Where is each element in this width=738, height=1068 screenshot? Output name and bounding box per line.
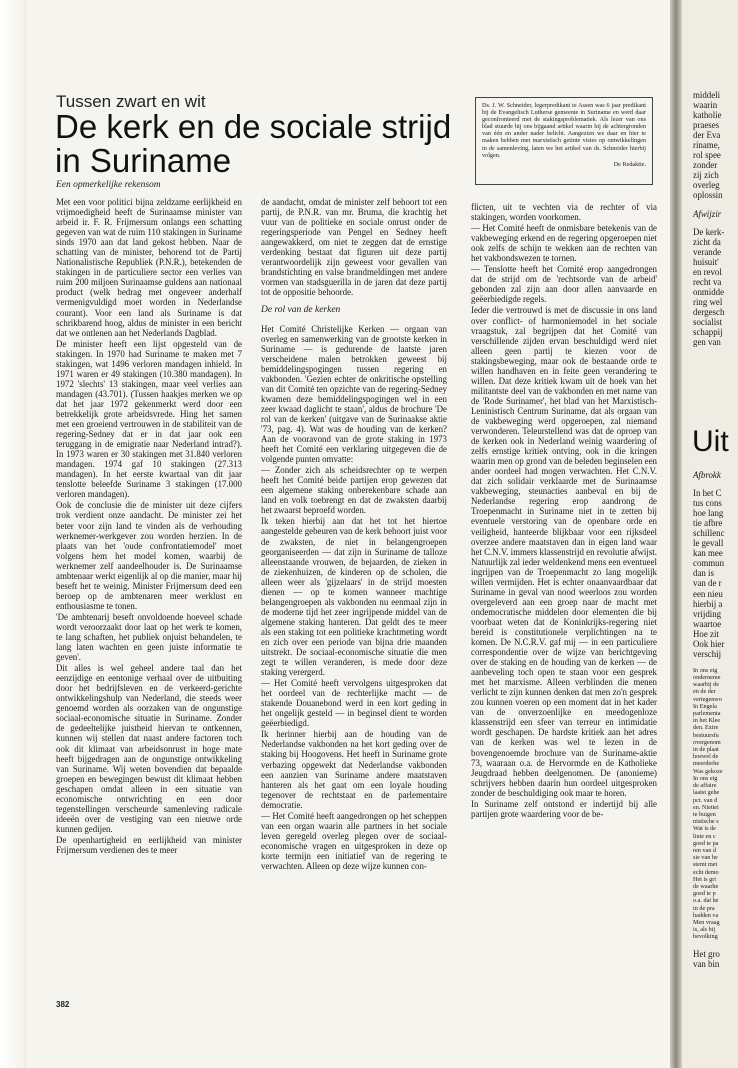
facing-line: in het Klee <box>693 717 721 725</box>
facing-line: zij zich <box>693 170 719 181</box>
paragraph: Dit alles is wel geheel andere taal dan het eenzijdige en eentonige verhaal over de uitbuiting door het bedrijfsleven en de verkeerd-gerichte ontwikkelingshulp van Nederland, die steeds weer genoemd worden als oorzaken van de ongunstige sociaal-economische situatie in Suriname. Zonder de gedeeltelijke juistheid hiervan te ontkennen, kunnen wij stellen dat naast andere factoren toch ook dit klimaat van arbeidsonrust in hoge mate heeft bijgedragen aan de ongunstige ontwikkeling van Suriname. Wij weten bovendien dat bepaalde groepen en bewegingen bewust dit klimaat hebben geschapen omdat alleen in een situatie van economische ontwrichting en een door tegenstellingen verscheurde samenleving radicale ideeën over de vestiging van een nieuwe orde kunnen gedijen. <box>56 663 242 834</box>
facing-line: goed te p <box>693 890 716 898</box>
facing-line: Hoe zit <box>693 628 719 639</box>
paragraph: — Het Comité heeft aangedrongen op het scheppen van een organ waarin alle partners in het sociale leven geregeld overleg plegen over de sociaal-economische vragen en uitgesproken in deze op korte termijn een initiatief van de regering te verwachten. Alleen op deze wijze kunnen con- <box>261 810 447 871</box>
facing-line: Was gekoze <box>693 767 723 775</box>
book-gutter <box>670 0 682 1068</box>
column-3 <box>471 202 657 1002</box>
facing-lines-mid <box>693 227 738 348</box>
facing-line: schillenc <box>693 528 725 539</box>
facing-big-word: Uit <box>692 425 729 458</box>
paragraph: Ik teken hierbij aan dat het tot het hiertoe aangestelde gebeuren van de kerk behoort juist voor de zwaksten, de niet in belangengroepen georganiseerden — dat zijn in Suriname de talloze alleenstaande vrouwen, de bejaarden, de zieken in de ziekenhuizen, de kinderen op de scholen, die alleen weer als 'gijzelaars' in de strijd moesten dienen — op te komen wanneer machtige belangengroepen als vakbonden nu eenmaal zijn in de moderne tijd het zeer ingrijpende middel van de algemene staking hanteren. Dat geldt des te meer als een staking tot een politieke krachtmeting wordt en zich over een periode van bijna drie maanden uitstrekt. De sociaal-economische situatie die men zegt te willen veranderen, is mede door deze staking verergerd. <box>261 516 447 678</box>
article-kicker: Tussen zwart en wit <box>56 92 206 111</box>
facing-line: In Engela <box>693 702 717 710</box>
facing-line: tie afbre <box>693 518 723 529</box>
facing-line: commun <box>693 558 725 569</box>
facing-line: kan mee <box>693 548 723 559</box>
page-number: 382 <box>56 1000 70 1009</box>
facing-line: socialist <box>693 316 723 327</box>
facing-line: den. Extre <box>693 724 719 732</box>
facing-line: parlementa <box>693 710 721 718</box>
facing-line: in de pra <box>693 904 715 912</box>
facing-line: verande <box>693 246 722 257</box>
facing-line: tus cons <box>693 498 722 509</box>
facing-line: In het C <box>693 488 722 499</box>
paragraph: — Zonder zich als scheidsrechter op te werpen heeft het Comité beide partijen erop gewezen dat een algemene staking onberekenbare schade aan land en volk toebrengt en dat de zwaksten daarbij het zwaarst beproefd worden. <box>261 465 447 516</box>
facing-line: laatst gehe <box>693 789 720 797</box>
paragraph: Ieder die vertrouwd is met de discussie in ons land over conflict- of harmoniemodel in het sociale vraagstuk, zal begrijpen dat het Comité van verschillende zijden ervan beschuldigd werd niet alleen geen partij te kiezen voor de stakingsbeweging, maar ook de bestaande orde te willen handhaven en in feite geen verandering te willen. Dat deze kritiek kwam uit de hoek van het militantste deel van de vakbonden en met name van de 'Rode Surinamer', het blad van het Marxistisch-Leninistisch Centrum Suriname, dat als orgaan van de vakbeweging werd opgeroepen, zal niemand verwonderen. Teleurstellend was dat de oproep van de kerken ook in Nederland weinig waardering of zelfs ernstige kritiek ontving, ook in die kringen waarin men op grond van de beleden beginselen een ander oordeel had mogen verwachten. Het C.N.V. dat zich solidair verklaarde met de Surinaamse vakbeweging, steunacties aanbeval en bij de Nederlandse regering erop aandrong de Troepenmacht in Suriname niet in te zetten bij eventuele verstoring van de openbare orde en veiligheid, hanteerde blijkbaar voor een rijksdeel overzee andere maatstaven dan in eigen land waar het C.N.V. immers klassenstrijd en revolutie afwijst. Natuurlijk zal ieder weldenkend mens een eventueel ingrijpen van de Troepenmacht zo lang mogelijk willen vermijden. Het is echter onaanvaardbaar dat Suriname in geval van nood weerloos zou worden overgeleverd aan een groep naar de macht met ondemocratische middelen door elementen die bij voorbaat weten dat de Koninkrijks-regering niet bereid is constitutionele verplichtingen na te komen. De N.C.R.V. gaf mij — in een particuliere correspondentie over de wijze van berichtgeving over de staking en de houding van de kerken — de aanbeveling toch open te staan voor een gesprek met het marxisme. Alleen verblinden die menen verlicht te zijn kunnen denken dat men zo'n gesprek zou kunnen voeren op een moment dat in het kader van de onverzoenlijke en meedogenloze klassenstrijd een sfeer van terreur en intimidatie wordt geschapen. De hardste kritiek aan het adres van de kerken was wel te lezen in de bovengenoemde brochure van de Suriname-aktie 73, waaraan o.a. de Hervormde en de Katholieke Jeugdraad hebben deelgenomen. De (anonieme) schrijvers hebben daarin hun oordeel uitgesproken zonder de beschuldiging ook maar te horen. <box>471 305 657 798</box>
facing-line: meerderhe <box>693 760 720 768</box>
facing-line: hadden va <box>693 911 719 919</box>
headline-line-2: in Suriname <box>55 142 232 179</box>
facing-line: onmidde <box>693 286 725 297</box>
column-2 <box>261 197 447 997</box>
facing-line: le gevall <box>693 538 724 549</box>
paragraph: de aandacht, omdat de minister zelf behoort tot een partij, de P.N.R. van mr. Bruma, die krachtig het vuur van de politieke en sociale onrust onder de regeringsperiode van Pengel en Sedney heeft aangewakkerd, om niet te zeggen dat de ernstige verdenking bestaat dat figuren uit deze partij verantwoordelijk zijn geweest voor gevallen van brandstichting en valse brandmeldingen met andere vormen van stadsguerilla in de jaren dat deze partij tot de oppositie behoorde. <box>261 197 447 298</box>
facing-line: Het is gri <box>693 875 717 883</box>
facing-line: hierbij a <box>693 598 723 609</box>
facing-lines-small <box>693 667 738 941</box>
facing-line: dergesch <box>693 306 725 317</box>
facing-line: hoe lang <box>693 508 724 519</box>
paragraph: In Suriname zelf ontstond er indertijd bij alle partijen grote waardering voor de be- <box>471 798 657 819</box>
facing-line: In ons eig <box>693 774 718 782</box>
facing-line: o.a. dat he <box>693 897 719 905</box>
facing-line: waarin <box>693 100 718 111</box>
facing-line: dan is <box>693 568 714 579</box>
facing-line: een nieu <box>693 588 723 599</box>
facing-line: huisuit' <box>693 256 719 267</box>
facing-line: der Eva <box>693 130 721 141</box>
facing-line: praeses <box>693 120 720 131</box>
facing-line: ren van d <box>693 846 717 854</box>
facing-line: zonder <box>693 160 718 171</box>
facing-line: en de der <box>693 688 716 696</box>
paragraph: Ook de conclusie die de minister uit deze cijfers trok verdient onze aandacht. De minister zei het beter voor zijn land te vinden als de verhouding werknemer-werkgever zou worden herzien. In de plaats van het 'oude confrontatiemodel' moet volgens hem het model komen, waarbij de werknemer zelf aandeelhouder is. De Surinaamse ambtenaar werkt eigenlijk al op die manier, maar hij beseft het te weinig. Minister Frijmersum deed een beroep op de ambtenaren meer werklust en enthousiasme te tonen. <box>56 500 242 611</box>
facing-line: overgenom <box>693 738 721 746</box>
paragraph: Ik herinner hierbij aan de houding van de Nederlandse vakbonden na het kort geding over de staking bij Hoogovens. Het heeft in Suriname grote verbazing opgewekt dat Nederlandse vakbonden een aanzien van Suriname andere maatstaven hanteren als het gaat om een loyale houding tegenover de rechtstaat en de parlementaire democratie. <box>261 729 447 810</box>
editor-note-box <box>475 97 653 185</box>
paragraph: flicten, uit te vechten via de rechter of via stakingen, worden voorkomen. <box>471 202 657 223</box>
facing-line: is, als bij <box>693 926 716 934</box>
facing-line: linie en c <box>693 832 716 840</box>
facing-line: In ons eig <box>693 666 718 674</box>
facing-line: waartoe <box>693 618 722 629</box>
paragraph: Met een voor politici bijna zeldzame eerlijkheid en vrijmoedigheid heeft de Surinaamse minister van arbeid ir. F. R. Frijmersum onlangs een schatting gegeven van wat de ruim 110 stakingen in Suriname sinds 1970 aan dat land gekost hebben. Naar de schatting van de minister, behorend tot de Partij Nationalistische Republiek (P.N.R.), betekenden de stakingen in de particuliere sector een verlies van ruim 200 miljoen Surinaamse guldens aan nationaal product (welk bedrag met ongeveer anderhalf vermenigvuldigd moet worden in Nederlandse courant). Voor een land als Suriname is dat schrikbarend hoog, aldus de minister in een bericht dat we ontlenen aan het Nederlands Dagblad. <box>56 197 242 338</box>
facing-line: in de plaat <box>693 746 719 754</box>
article-headline <box>55 110 475 178</box>
facing-line: overleg <box>693 180 720 191</box>
facing-line: katholie <box>693 110 722 121</box>
facing-line: stemt met <box>693 861 718 869</box>
headline-line-1: De kerk en de sociale strijd <box>55 108 452 145</box>
facing-line: bevolking <box>693 933 718 941</box>
facing-line: waarbij de <box>693 681 719 689</box>
column-1 <box>56 197 242 997</box>
facing-line: middeli <box>693 90 721 100</box>
facing-line: bestuursfu <box>693 731 719 739</box>
facing-page-text <box>693 90 738 347</box>
facing-line: echt demo <box>693 868 719 876</box>
facing-line: vertegenwo <box>693 695 722 703</box>
facing-line: verschij <box>693 648 722 659</box>
facing-line: Het gro <box>693 948 720 959</box>
facing-italic-label-2: Afbrokk <box>693 470 721 480</box>
section-heading: De rol van de kerken <box>261 305 341 316</box>
facing-line: onderneme <box>693 674 721 682</box>
facing-line: van bin <box>693 958 720 969</box>
paragraph: — Het Comité heeft vervolgens uitgesproken dat het oordeel van de rechterlijke macht — de stakende Douanebond werd in een kort geding in het ongelijk gesteld — in beginsel dient te worden geëerbiedigd. <box>261 678 447 729</box>
facing-line: de affaire <box>693 782 717 790</box>
facing-line: recht va <box>693 276 722 287</box>
facing-line: pct. van d <box>693 796 718 804</box>
paragraph: 'De ambtenarij beseft onvoldoende hoeveel schade wordt veroorzaakt door laat op het werk te komen, te lang schaften, het publiek onjuist behandelen, te lang laten wachten en geen juiste informatie te geven'. <box>56 611 242 663</box>
facing-line: te buigen <box>693 810 716 818</box>
editor-signature: De Redaktie. <box>613 160 646 168</box>
paragraph: Het Comité Christelijke Kerken — orgaan van overleg en samenwerking van de grootste kerken in Suriname — is gedurende de laatste jaren verscheidene malen betrokken geweest bij bemiddelingspogingen tussen regering en vakbonden. 'Gezien echter de onkritische opstelling van dit Comité ten opzichte van de regering-Sedney kwamen deze bemiddelingspogingen wel in een zeer kwaad daglicht te staan', aldus de brochure 'De rol van de kerken' (uitgave van de Surinaakse aktie '73, pag. 4). Wat was de houding van de kerken? Aan de vooravond van de grote staking in 1973 heeft het Comité een verklaring uitgegeven die de volgende punten omvatte: <box>261 323 447 465</box>
facing-line: De kerk- <box>693 226 725 237</box>
facing-line: en revol <box>693 266 722 277</box>
facing-line: de waarhe <box>693 882 719 890</box>
facing-line: en. Niettei <box>693 803 719 811</box>
facing-lines-low <box>693 488 738 659</box>
facing-line: zicht da <box>693 236 721 247</box>
facing-line: rol spee <box>693 150 721 161</box>
facing-italic-label: Afwijzir <box>693 208 722 219</box>
facing-line: nistische s <box>693 818 719 826</box>
editor-note-text: Ds. J. W. Schneider, legerpredikant te Assen was 6 jaar predikant bij de Evangelisch Lutherse gemeente in Suriname en werd daar geconfronteerd met de stakingsproblematiek. Als lezer van ons blad stuurde hij ons bijgaand artikel waarin hij de achtergronden van één en ander nader belicht. Aangezien we daar en hier te maken hebben met marxistisch getinte visies op ontwikkelingen in de samenleving, laten we het artikel van ds. Schneider hierbij volgen. <box>482 102 646 159</box>
facing-line: sie van he <box>693 854 718 862</box>
paragraph: — Tenslotte heeft het Comité erop aangedrongen dat de strijd om de 'rechtsorde van de arbeid' gebonden zal zijn aan door allen aanvaarde en geëerbiedigde regels. <box>471 264 657 305</box>
facing-line: Ook hier <box>693 638 725 649</box>
page-edge <box>0 0 26 1068</box>
facing-line: van de r <box>693 578 722 589</box>
paragraph: De openhartigheid en eerlijkheid van minister Frijmersum verdienen des te meer <box>56 834 242 855</box>
paragraph: — Het Comité heeft de onmisbare betekenis van de vakbeweging erkend en de regering opgeroepen niet ook zelfs de schijn te wekken aan de rechten van het vakbondswezen te tornen. <box>471 223 657 264</box>
facing-line: riname, <box>693 140 720 151</box>
facing-lines-top <box>693 90 738 201</box>
facing-page-text-lower <box>693 470 738 969</box>
facing-line: hoewel de <box>693 753 719 761</box>
facing-line: Wat is de <box>693 825 716 833</box>
facing-line: vrijding <box>693 608 722 619</box>
facing-line: gen van <box>693 337 721 348</box>
article-subhead: Een opmerkelijke rekensom <box>56 180 161 190</box>
facing-line: oplossin <box>693 190 723 201</box>
facing-line: schappij <box>693 327 723 338</box>
facing-line: ring wel <box>693 296 723 307</box>
paragraph: De minister heeft een lijst opgesteld van de stakingen. In 1970 had Suriname te maken met 7 stakingen, wat 1496 verloren mandagen inhield. In 1971 waren er 49 stakingen (10.380 mandagen). In 1972 'slechts' 13 stakingen, maar veel verlies aan mandagen (43.701). (Tussen haakjes merken we op dat het jaar 1972 gekenmerkt werd door een betrekkelijk grote arbeidsvrede. Hing het samen met een groeiend vertrouwen in de stabiliteit van de regering-Sedney dat er in dat jaar ook een teruggang in de emigratie naar Nederland intrad?). In 1973 waren er 30 stakingen met 31.840 verloren mandagen. 1974 gaf 10 stakingen (27.313 mandagen). In het eerste kwartaal van dit jaar tenslotte beleefde Suriname 3 stakingen (17.000 verloren mandagen). <box>56 338 242 500</box>
facing-lines-tail <box>693 949 738 969</box>
facing-line: Men vraag <box>693 918 720 926</box>
facing-line: goed te pa <box>693 839 719 847</box>
